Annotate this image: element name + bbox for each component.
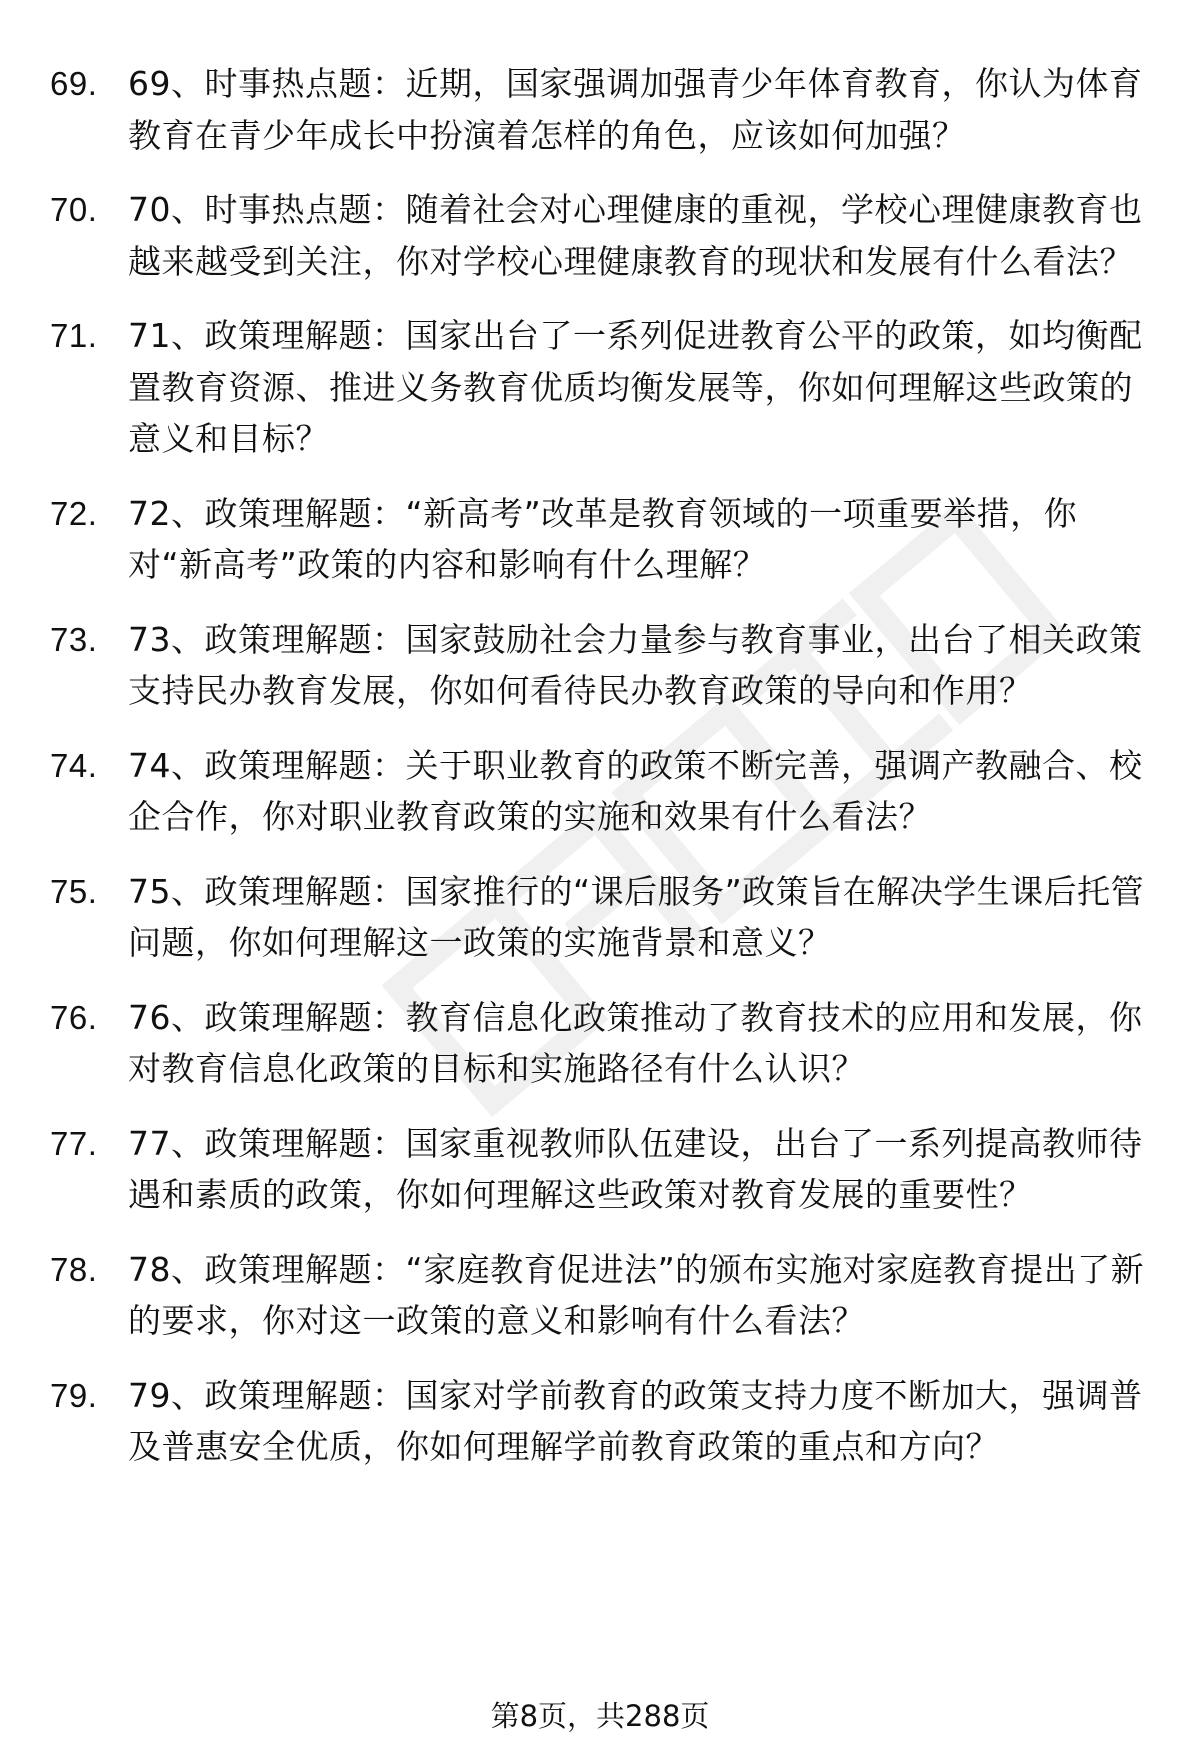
question-number: 69.: [50, 65, 98, 102]
list-item: [0, 1370, 1200, 1473]
list-item: [0, 310, 1200, 465]
list-item: [0, 58, 1200, 161]
list-item: [0, 866, 1200, 969]
question-text: 69、时事热点题：近期，国家强调加强青少年体育教育，你认为体育教育在青少年成长中扮演着怎样的角色，应该如何加强？: [128, 64, 1143, 155]
question-number: 75.: [50, 872, 98, 910]
question-text: 76、政策理解题：教育信息化政策推动了教育技术的应用和发展，你对教育信息化政策的目标和实施路径有什么认识？: [128, 997, 1143, 1088]
question-number: 71.: [50, 317, 98, 354]
question-text: 70、时事热点题：随着社会对心理健康的重视，学校心理健康教育也越来越受到关注，你对学校心理健康教育的现状和发展有什么看法？: [128, 190, 1143, 281]
question-list: [0, 58, 1200, 1496]
question-number: 79.: [50, 1376, 98, 1414]
question-text: 77、政策理解题：国家重视教师队伍建设，出台了一系列提高教师待遇和素质的政策，你如何理解这些政策对教育发展的重要性？: [128, 1123, 1143, 1214]
page-number: 第8页，共288页: [490, 1699, 710, 1733]
question-number: 77.: [50, 1124, 98, 1162]
question-number: 70.: [50, 191, 98, 228]
question-text: 71、政策理解题：国家出台了一系列促进教育公平的政策，如均衡配置教育资源、推进义务教育优质均衡发展等，你如何理解这些政策的意义和目标？: [128, 316, 1143, 458]
question-number: 78.: [50, 1250, 98, 1288]
question-number: 72.: [50, 494, 98, 532]
question-number: 74.: [50, 746, 98, 784]
question-text: 74、政策理解题：关于职业教育的政策不断完善，强调产教融合、校企合作，你对职业教育政策的实施和效果有什么看法？: [128, 745, 1143, 836]
list-item: [0, 184, 1200, 287]
question-text: 79、政策理解题：国家对学前教育的政策支持力度不断加大，强调普及普惠安全优质，你如何理解学前教育政策的重点和方向？: [128, 1375, 1143, 1466]
question-number: 73.: [50, 620, 98, 658]
question-text: 72、政策理解题：“新高考”改革是教育领域的一项重要举措，你对“新高考”政策的内容和影响有什么理解？: [128, 493, 1078, 584]
question-text: 75、政策理解题：国家推行的“课后服务”政策旨在解决学生课后托管问题，你如何理解这一政策的实施背景和意义？: [128, 871, 1145, 962]
list-item: [0, 1118, 1200, 1221]
question-text: 78、政策理解题：“家庭教育促进法”的颁布实施对家庭教育提出了新的要求，你对这一政策的意义和影响有什么看法？: [128, 1249, 1145, 1340]
question-number: 76.: [50, 998, 98, 1036]
list-item: [0, 488, 1200, 591]
list-item: [0, 740, 1200, 843]
question-text: 73、政策理解题：国家鼓励社会力量参与教育事业，出台了相关政策支持民办教育发展，你如何看待民办教育政策的导向和作用？: [128, 619, 1143, 710]
list-item: [0, 1244, 1200, 1347]
list-item: [0, 992, 1200, 1095]
list-item: [0, 614, 1200, 717]
